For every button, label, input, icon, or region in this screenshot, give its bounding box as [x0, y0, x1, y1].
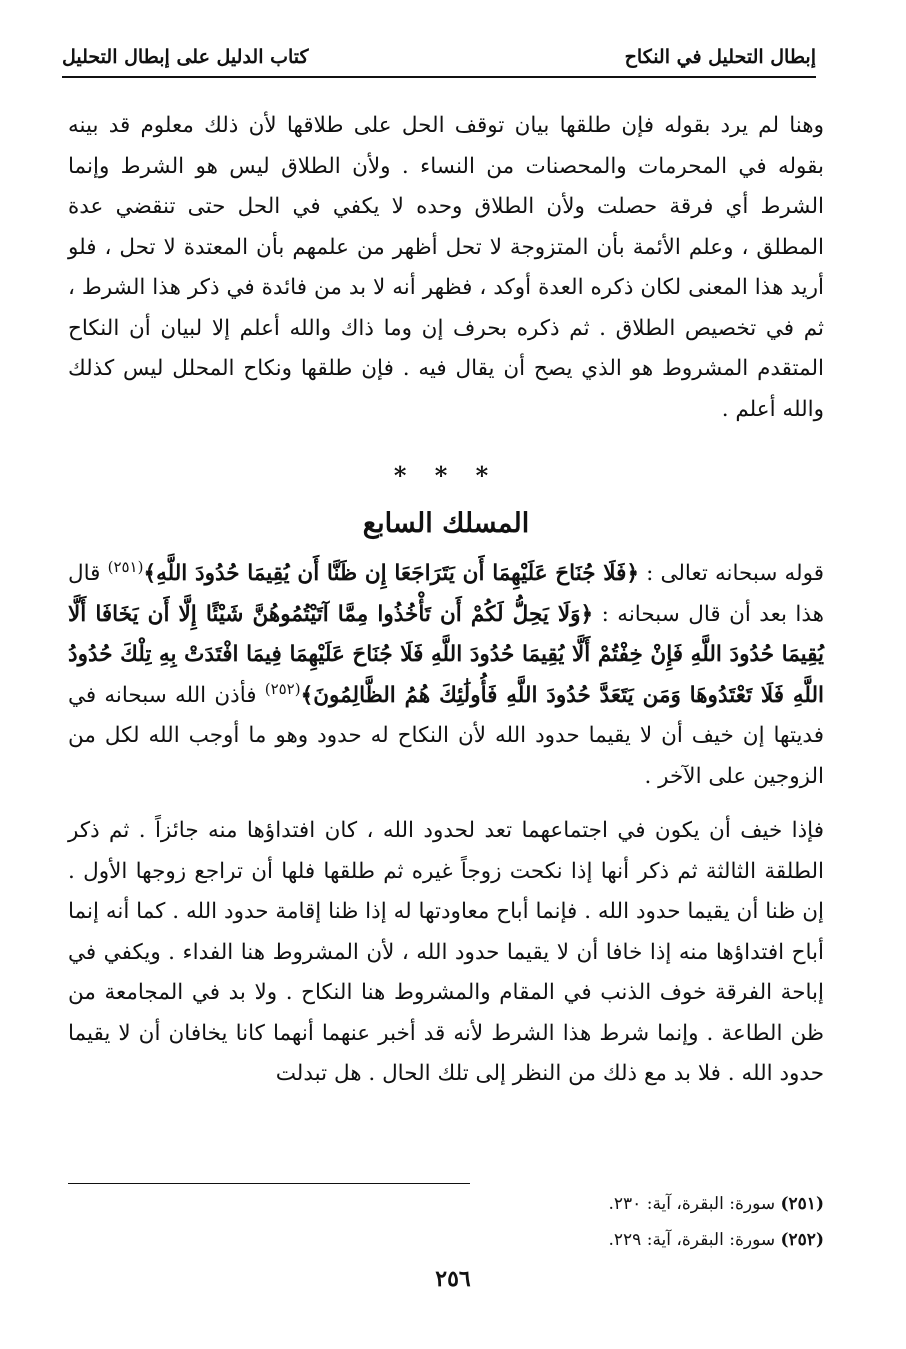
footnote-ref-252[interactable]: (٢٥٢)	[264, 679, 301, 698]
footnote-number: (٢٥١)	[780, 1194, 824, 1214]
footnotes	[68, 1186, 824, 1258]
section-separator: * * *	[393, 461, 499, 490]
page-number: ٢٥٦	[435, 1266, 471, 1292]
paragraph-2-connector: قال هذا بعد أن قال سبحانه :	[68, 561, 824, 627]
footnote-divider	[68, 1183, 470, 1184]
paragraph-2	[68, 554, 824, 797]
footnote-text: سورة: البقرة، آية: ٢٢٩.	[608, 1230, 781, 1250]
paragraph-1: وهنا لم يرد بقوله فإن طلقها بيان توقف الحل على طلاقها لأن ذلك معلوم قد بينه بقوله في المحرمات والمحصنات من النساء . ولأن الطلاق ليس هو الشرط وإنما الشرط أي فرقة حصلت ولأن الطلاق وحده لا يكفي في الحل حتى تنقضي عدة المطلق ، وعلم الأئمة بأن المتزوجة لا تحل أظهر من علمهم بأن المعتدة لا تحل ، فلو أريد هذا المعنى لكان ذكره العدة أوكد ، فظهر أنه لا بد من فائدة في ذكر هذا الشرط ، ثم في تخصيص الطلاق . ثم ذكره بحرف إن وما ذاك والله أعلم إلا لبيان أن النكاح المتقدم المشروط هو الذي يصح أن يقال فيه . فإن طلقها ونكاح المحلل ليس كذلك والله أعلم .	[68, 113, 824, 422]
header-book-title: كتاب الدليل على إبطال التحليل	[62, 46, 309, 68]
footnote-ref-251[interactable]: (٢٥١)	[107, 557, 144, 576]
quran-verse-2: ﴿وَلَا يَحِلُّ لَكُمْ أَن تَأْخُذُوا مِمَّا آتَيْتُمُوهُنَّ شَيْئًا إِلَّا أَن يَخَافَا أَلَّا يُقِيمَا حُدُودَ اللَّهِ فَإِنْ خِفْتُمْ أَلَّا يُقِيمَا حُدُودَ اللَّهِ فَلَا جُنَاحَ عَلَيْهِمَا فِيمَا افْتَدَتْ بِهِ تِلْكَ حُدُودُ اللَّهِ فَلَا تَعْتَدُوهَا وَمَن يَتَعَدَّ حُدُودَ اللَّهِ فَأُولَٰئِكَ هُمُ الظَّالِمُونَ﴾	[68, 601, 824, 708]
page-body	[68, 106, 824, 1095]
section-heading: المسلك السابع	[362, 508, 530, 539]
running-header	[62, 42, 816, 78]
paragraph-2-intro: قوله سبحانه تعالى :	[638, 561, 824, 586]
header-chapter-title: إبطال التحليل في النكاح	[624, 46, 816, 68]
paragraph-2-commentary: فأذن الله سبحانه في فديتها إن خيف أن لا يقيما حدود الله لأن النكاح له حدود وهو ما أوجب الله لكل من الزوجين على الآخر .	[68, 682, 824, 789]
footnote-item	[68, 1186, 824, 1222]
footnote-text: سورة: البقرة، آية: ٢٣٠.	[608, 1194, 781, 1214]
footnote-item	[68, 1222, 824, 1258]
footnote-number: (٢٥٢)	[780, 1230, 824, 1250]
paragraph-3: فإذا خيف أن يكون في اجتماعهما تعد لحدود الله ، كان افتداؤها منه جائزاً . ثم ذكر الطلقة الثالثة ثم ذكر أنها إذا نكحت زوجاً غيره ثم طلقها فلها أن تراجع زوجها الأول . إن ظنا أن يقيما حدود الله . فإنما أباح معاودتها له إذا ظنا إقامة حدود الله . كما أنه إنما أباح افتداؤها منه إذا خافا أن لا يقيما حدود الله ، لأن المشروط هنا الفداء . ويكفي في إباحة الفرقة خوف الذنب في المقام والمشروط هنا النكاح . ولا بد في المجامعة من ظن الطاعة . وإنما شرط هذا الشرط لأنه قد أخبر عنهما أنهما كانا يخافان أن لا يقيما حدود الله . فلا بد مع ذلك من النظر إلى تلك الحال . هل تبدلت	[68, 818, 824, 1086]
quran-verse-1: ﴿فَلَا جُنَاحَ عَلَيْهِمَا أَن يَتَرَاجَعَا إِن ظَنَّا أَن يُقِيمَا حُدُودَ اللَّهِ﴾	[143, 561, 639, 586]
